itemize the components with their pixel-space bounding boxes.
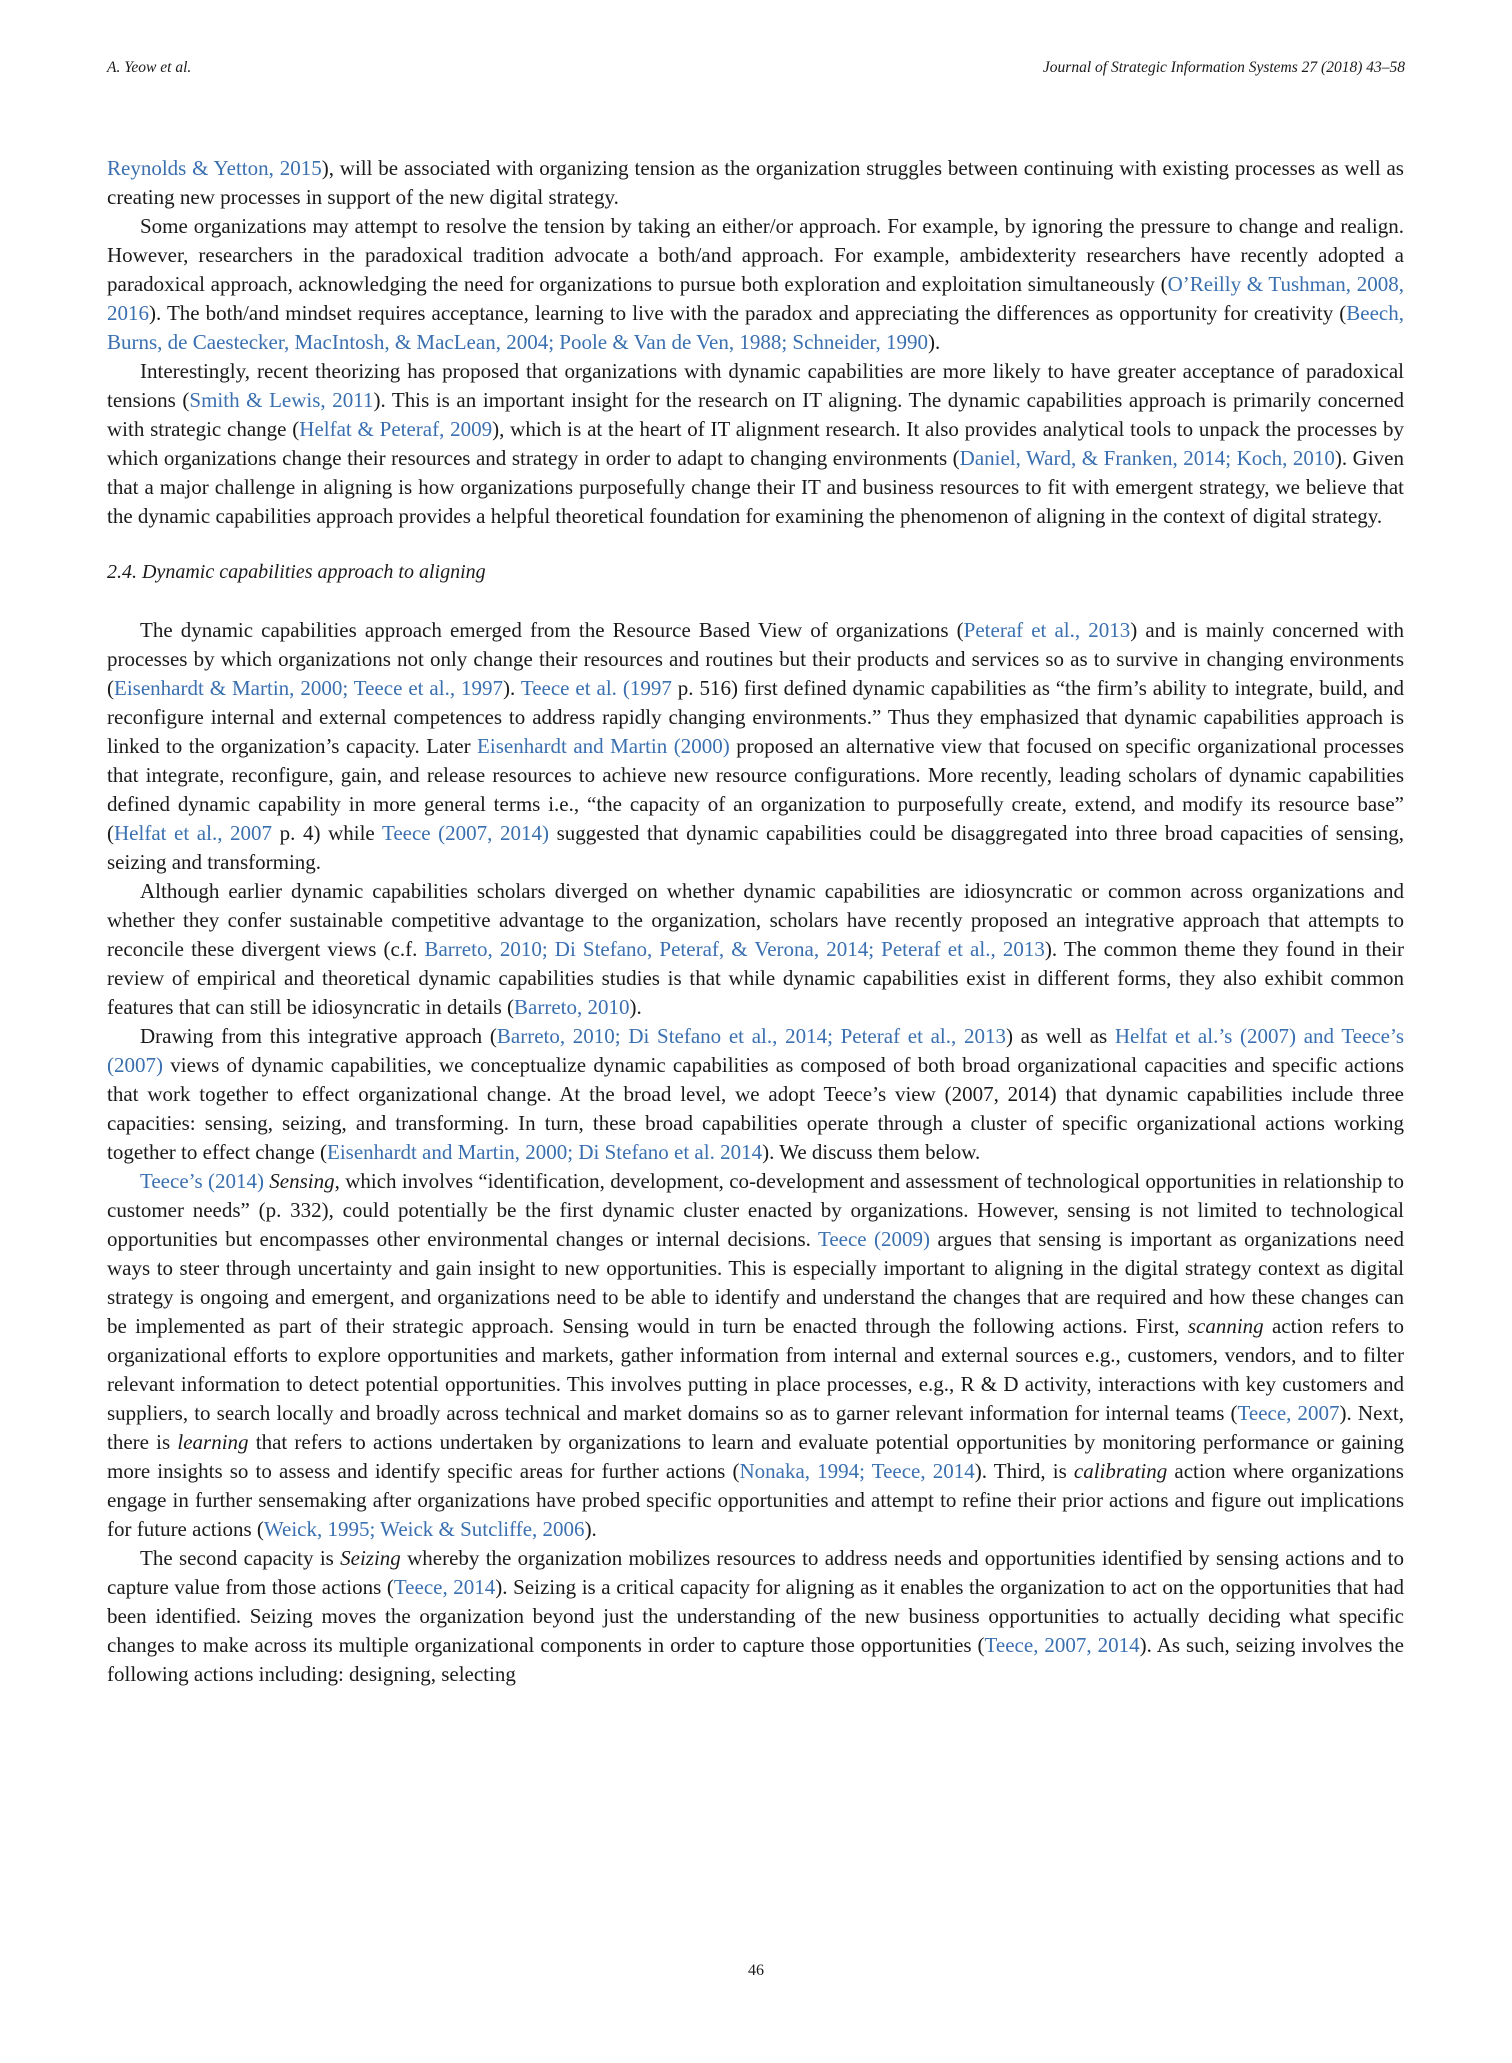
- citation-link[interactable]: Barreto, 2010; Di Stefano, Peteraf, & Verona, 2014; Peteraf et al., 2013: [424, 937, 1045, 961]
- paragraph-text: ). The common theme they found in their review of empirical and theoretical dynamic capabilities studies is that while dynamic capabilities exist in different forms, they also exhibit common features that can still be idiosyncratic in details (: [107, 937, 1405, 1019]
- paragraph-seizing: [107, 1544, 1404, 1689]
- paragraph-text: ), will be associated with organizing tension as the organization struggles between continuing with existing processes as well as creating new processes in support of the new digital strategy.: [107, 156, 1404, 209]
- article-body: [107, 154, 1404, 1689]
- citation-link[interactable]: Helfat et al., 2007: [114, 821, 273, 845]
- paragraph-rbv: [107, 616, 1404, 877]
- citation-link[interactable]: Nonaka, 1994; Teece, 2014: [739, 1459, 975, 1483]
- citation-link[interactable]: Helfat & Peteraf, 2009: [299, 417, 493, 441]
- citation-link[interactable]: Smith & Lewis, 2011: [189, 388, 374, 412]
- citation-link[interactable]: Peteraf et al., 2013: [963, 618, 1131, 642]
- citation-link[interactable]: Teece, 2014: [393, 1575, 496, 1599]
- paragraph-text: ). As such, seizing involves the following actions including: designing, selecting: [107, 1633, 1404, 1686]
- paragraph-text: p. 516) first defined dynamic capabilities as “the firm’s ability to integrate, build, and reconfigure internal and external competences to address rapidly changing environments.” Thus they emphasized that dynamic capabilities approach is linked to the organization’s capacity. Later: [107, 676, 1404, 758]
- paragraph-text: ). Given that a major challenge in aligning is how organizations purposefully change their IT and business resources to fit with emergent strategy, we believe that the dynamic capabilities approach provides a helpful theoretical foundation for examining the phenomenon of aligning in the context of digital strategy.: [107, 446, 1404, 528]
- paragraph-text: The dynamic capabilities approach emerged from the Resource Based View of organizations (: [140, 618, 964, 642]
- paragraph-text: action refers to organizational efforts to explore opportunities and markets, gather information from internal and external sources e.g., customers, vendors, and to filter relevant information to detect potential opportunities. This involves putting in place processes, e.g., R & D activity, interactions with key customers and suppliers, to search locally and broadly across technical and market domains so as to garner relevant information for internal teams (: [107, 1314, 1404, 1425]
- citation-link[interactable]: Teece, 2007, 2014: [984, 1633, 1140, 1657]
- running-header-authors: A. Yeow et al.: [107, 59, 192, 76]
- paragraph-text: ).: [503, 676, 521, 700]
- citation-link[interactable]: O’Reilly & Tushman, 2008, 2016: [107, 272, 1404, 325]
- paragraph-text: Some organizations may attempt to resolve the tension by taking an either/or approach. For example, by ignoring the pressure to change and realign. However, researchers in the paradoxical tradition advocate a both/and approach. For example, ambidexterity researchers have recently adopted a paradoxical approach, acknowledging the need for organizations to pursue both exploration and exploitation simultaneously (: [107, 214, 1404, 296]
- paragraph-conceptualization: [107, 1022, 1404, 1167]
- paragraph-text: Drawing from this integrative approach (: [140, 1024, 497, 1048]
- paragraph-text: ).: [928, 330, 941, 354]
- paragraph-text: ) as well as: [1005, 1024, 1115, 1048]
- paragraph-text: Interestingly, recent theorizing has proposed that organizations with dynamic capabilities are more likely to have greater acceptance of paradoxical tensions (: [107, 359, 1404, 412]
- page-number: 46: [748, 1962, 764, 1979]
- citation-link[interactable]: Barreto, 2010: [514, 995, 630, 1019]
- citation-link[interactable]: Eisenhardt & Martin, 2000; Teece et al., 1997: [114, 676, 504, 700]
- paragraph-text: whereby the organization mobilizes resources to address needs and opportunities identified by sensing actions and to capture value from those actions (: [107, 1546, 1405, 1599]
- paragraph-text: that refers to actions undertaken by organizations to learn and evaluate potential opportunities by monitoring performance or gaining more insights so to assess and identify specific areas for further actions (: [107, 1430, 1404, 1483]
- paragraph-text: ). We discuss them below.: [762, 1140, 981, 1164]
- paragraph-integrative-approach: [107, 877, 1404, 1022]
- paragraph-text: ).: [629, 995, 642, 1019]
- paragraph-text: ). This is an important insight for the research on IT aligning. The dynamic capabilities approach is primarily concerned with strategic change (: [107, 388, 1405, 441]
- paragraph-text: ) and is mainly concerned with processes by which organizations not only change their resources and routines but their products and services so as to survive in changing environments (: [107, 618, 1405, 700]
- paragraph-text: ), which is at the heart of IT alignment research. It also provides analytical tools to unpack the processes by which organizations change their resources and strategy in order to adapt to changing environments (: [107, 417, 1405, 470]
- paragraph-text: ). Third, is: [974, 1459, 1074, 1483]
- paragraph-text: p. 4) while: [272, 821, 382, 845]
- citation-link[interactable]: Teece’s (2014): [140, 1169, 264, 1193]
- citation-link[interactable]: Beech, Burns, de Caestecker, MacIntosh, & MacLean, 2004; Poole & Van de Ven, 1988; Schneider, 1990: [107, 301, 1404, 354]
- paragraph-text: action where organizations engage in further sensemaking after organizations have probed specific opportunities and attempt to refine their prior actions and figure out implications for future actions (: [107, 1459, 1404, 1541]
- citation-link[interactable]: Weick, 1995; Weick & Sutcliffe, 2006: [263, 1517, 585, 1541]
- citation-link[interactable]: Reynolds & Yetton, 2015: [107, 156, 322, 180]
- paragraph-text: suggested that dynamic capabilities could be disaggregated into three broad capacities of sensing, seizing and transforming.: [107, 821, 1404, 874]
- citation-link[interactable]: Daniel, Ward, & Franken, 2014; Koch, 2010: [959, 446, 1335, 470]
- citation-link[interactable]: Teece, 2007: [1237, 1401, 1340, 1425]
- section-heading: 2.4. Dynamic capabilities approach to aligning: [107, 561, 486, 583]
- citation-link[interactable]: Barreto, 2010; Di Stefano et al., 2014; Peteraf et al., 2013: [496, 1024, 1006, 1048]
- paragraph-text: ). Seizing is a critical capacity for aligning as it enables the organization to act on the opportunities that had been identified. Seizing moves the organization beyond just the understanding of the new business opportunities to actually deciding what specific changes to make across its multiple organizational components in order to capture those opportunities (: [107, 1575, 1404, 1657]
- paragraph-text: ). Next, there is: [107, 1401, 1404, 1454]
- italic-term: Sensing: [269, 1169, 335, 1193]
- paragraph-sensing: [107, 1167, 1404, 1544]
- paragraph-dynamic-capabilities-intro: [107, 357, 1404, 531]
- paragraph-text: The second capacity is: [140, 1546, 341, 1570]
- paragraph-text: ).: [584, 1517, 597, 1541]
- paragraph-text: argues that sensing is important as organizations need ways to steer through uncertainty and gain insight to new opportunities. This is especially important to aligning in the digital strategy context as digital strategy is ongoing and emergent, and organizations need to be able to identify and understand the changes that are required and how these changes can be implemented as part of their strategic approach. Sensing would in turn be enacted through the following actions. First,: [107, 1227, 1405, 1338]
- running-header-journal: Journal of Strategic Information Systems 27 (2018) 43–58: [1042, 59, 1405, 76]
- paragraph-continuation: [107, 154, 1404, 212]
- paragraph-both-and: [107, 212, 1404, 357]
- citation-link[interactable]: Eisenhardt and Martin (2000): [477, 734, 730, 758]
- paragraph-text: views of dynamic capabilities, we conceptualize dynamic capabilities as composed of both broad organizational capacities and specific actions that work together to effect organizational change. At the broad level, we adopt Teece’s view (2007, 2014) that dynamic capabilities include three capacities: sensing, seizing, and transforming. In turn, these broad capabilities operate through a cluster of specific organizational actions working together to effect change (: [107, 1053, 1404, 1164]
- paragraph-text: , which involves “identification, development, co-development and assessment of technological opportunities in relationship to customer needs” (p. 332), could potentially be the first dynamic cluster enacted by organizations. However, sensing is not limited to technological opportunities but encompasses other environmental changes or internal decisions.: [107, 1169, 1405, 1251]
- italic-term: scanning: [1187, 1314, 1264, 1338]
- citation-link[interactable]: Eisenhardt and Martin, 2000; Di Stefano et al. 2014: [327, 1140, 763, 1164]
- italic-term: Seizing: [340, 1546, 401, 1570]
- paragraph-text: ). The both/and mindset requires acceptance, learning to live with the paradox and appreciating the differences as opportunity for creativity (: [149, 301, 1347, 325]
- paragraph-text: proposed an alternative view that focused on specific organizational processes that integrate, reconfigure, gain, and release resources to achieve new resource configurations. More recently, leading scholars of dynamic capabilities defined dynamic capability in more general terms i.e., “the capacity of an organization to purposefully create, extend, and modify its resource base” (: [107, 734, 1404, 845]
- citation-link[interactable]: Teece (2009): [817, 1227, 931, 1251]
- citation-link[interactable]: Helfat et al.’s (2007) and Teece’s (2007): [107, 1024, 1404, 1077]
- paragraph-text: Although earlier dynamic capabilities scholars diverged on whether dynamic capabilities are idiosyncratic or common across organizations and whether they confer sustainable competitive advantage to the organization, scholars have recently proposed an integrative approach that attempts to reconcile these divergent views (c.f.: [107, 879, 1404, 961]
- citation-link[interactable]: Teece et al. (1997: [520, 676, 672, 700]
- italic-term: learning: [177, 1430, 249, 1454]
- citation-link[interactable]: Teece (2007, 2014): [381, 821, 550, 845]
- italic-term: calibrating: [1073, 1459, 1168, 1483]
